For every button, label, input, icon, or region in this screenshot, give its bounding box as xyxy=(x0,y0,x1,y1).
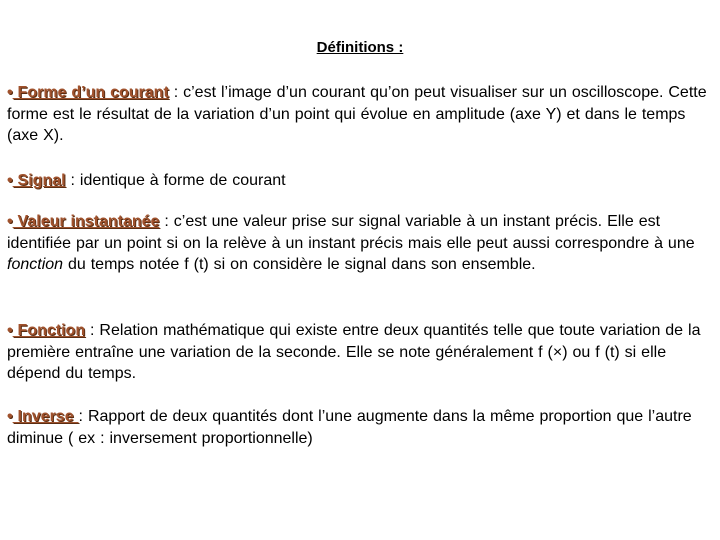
bullet: • xyxy=(7,84,13,101)
bullet: • xyxy=(7,172,13,189)
page-title: Définitions : xyxy=(316,39,404,56)
definition-fonction xyxy=(7,320,713,385)
bullet: • xyxy=(7,213,13,230)
definition-text: : Rapport de deux quantités dont l’une augmente dans la même proportion que l’autre diminue ( ex : inversement proportionnelle) xyxy=(7,408,692,447)
definition-text: : Relation mathématique qui existe entre deux quantités telle que toute variation de la première entraîne une variation de la seconde. Elle se note généralement f (×) ou f (t) si elle dépend du temps. xyxy=(7,322,701,382)
bullet: • xyxy=(7,322,13,339)
definition-forme-courant xyxy=(7,82,713,147)
definition-inverse xyxy=(7,406,713,449)
definition-italic: fonction xyxy=(7,256,64,273)
term-signal: Signal xyxy=(12,172,66,189)
definition-valeur-instantanee xyxy=(7,211,713,276)
term-fonction: Fonction xyxy=(12,322,86,339)
definition-text: : identique à forme de courant xyxy=(65,172,286,189)
bullet: • xyxy=(7,408,13,425)
term-inverse: Inverse xyxy=(12,408,79,425)
definition-text: : c’est une valeur prise sur signal variable à un instant précis. Elle est identifiée par un point si on la relève à un instant précis mais elle peut aussi correspondre à une xyxy=(7,213,695,252)
definition-text: : c’est l’image d’un courant qu’on peut visualiser sur un oscilloscope. Cette forme est le résultat de la variation d’un point qui évolue en amplitude (axe Y) et dans le temps (axe X). xyxy=(7,84,707,144)
term-valeur-instantanee: Valeur instantanée xyxy=(12,213,160,230)
definition-text-end: du temps notée f (t) si on considère le signal dans son ensemble. xyxy=(63,256,536,273)
definition-signal xyxy=(7,170,713,192)
term-forme-courant: Forme d’un courant xyxy=(12,84,169,101)
